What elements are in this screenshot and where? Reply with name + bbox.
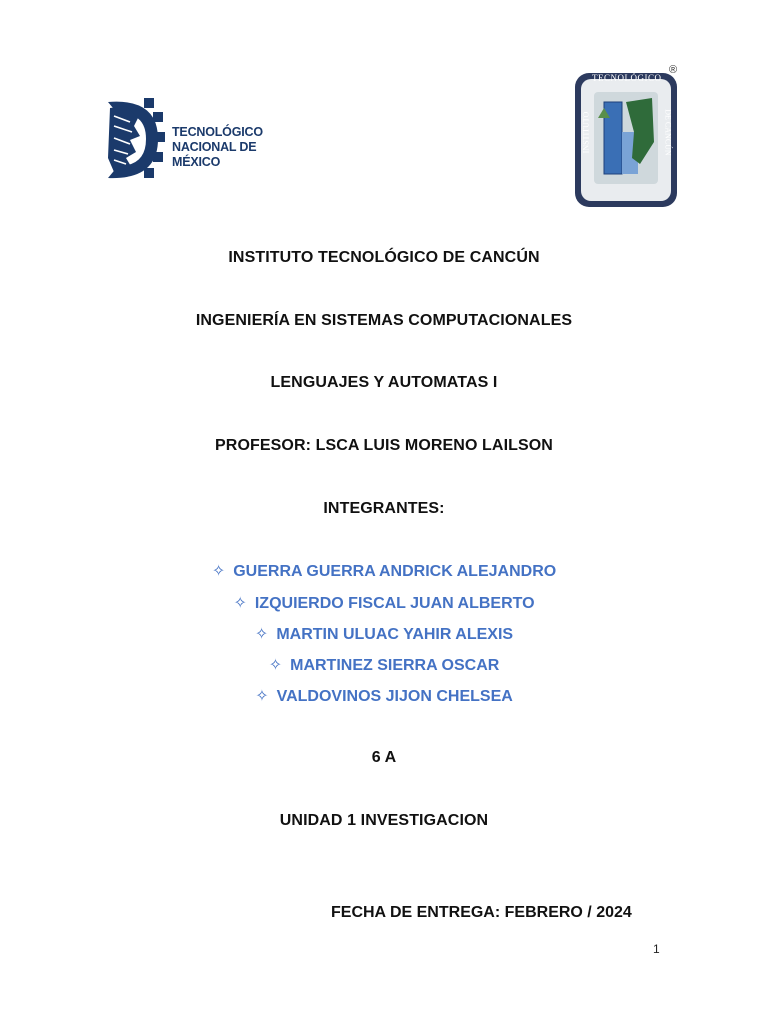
list-item (0, 655, 768, 675)
tnm-logo (104, 92, 304, 187)
member-name: MARTIN ULUAC YAHIR ALEXIS (276, 626, 514, 643)
subject-title: LENGUAJES Y AUTOMATAS I (270, 374, 498, 391)
career-title: INGENIERÍA EN SISTEMAS COMPUTACIONALES (195, 312, 573, 329)
list-item (0, 561, 768, 581)
itc-ring-right: DE CANCÚN (663, 109, 673, 156)
members-heading: INTEGRANTES: (323, 500, 445, 517)
tnm-wordmark (172, 125, 304, 170)
due-date: FECHA DE ENTREGA: FEBRERO / 2024 (331, 904, 632, 921)
tnm-emblem-icon (104, 92, 166, 187)
sparkle-bullet-icon: ✧ (254, 626, 269, 643)
itc-logo (574, 64, 686, 208)
member-name: MARTINEZ SIERRA OSCAR (290, 657, 500, 674)
professor-line: PROFESOR: LSCA LUIS MORENO LAILSON (215, 437, 553, 454)
sparkle-bullet-icon: ✧ (211, 563, 226, 580)
member-name: VALDOVINOS JIJON CHELSEA (276, 688, 513, 705)
list-item (0, 624, 768, 644)
sparkle-bullet-icon: ✧ (268, 657, 283, 674)
itc-ring-top: TECNOLÓGICO (592, 73, 662, 83)
unit-title: UNIDAD 1 INVESTIGACION (279, 812, 489, 829)
page-number: 1 (653, 942, 660, 956)
tnm-line1: TECNOLÓGICO (172, 125, 263, 139)
sparkle-bullet-icon: ✧ (255, 688, 269, 705)
member-name: GUERRA GUERRA ANDRICK ALEJANDRO (233, 563, 557, 580)
institution-title: INSTITUTO TECNOLÓGICO DE CANCÚN (228, 249, 540, 266)
itc-ring-left: INSTITUTO (581, 111, 591, 154)
tnm-line2: NACIONAL DE MÉXICO (172, 140, 257, 169)
group-label: 6 A (371, 749, 397, 766)
sparkle-bullet-icon: ✧ (233, 595, 247, 612)
list-item (0, 686, 768, 706)
itc-registered-mark: ® (669, 64, 678, 76)
list-item (0, 593, 768, 613)
member-name: IZQUIERDO FISCAL JUAN ALBERTO (254, 595, 535, 612)
